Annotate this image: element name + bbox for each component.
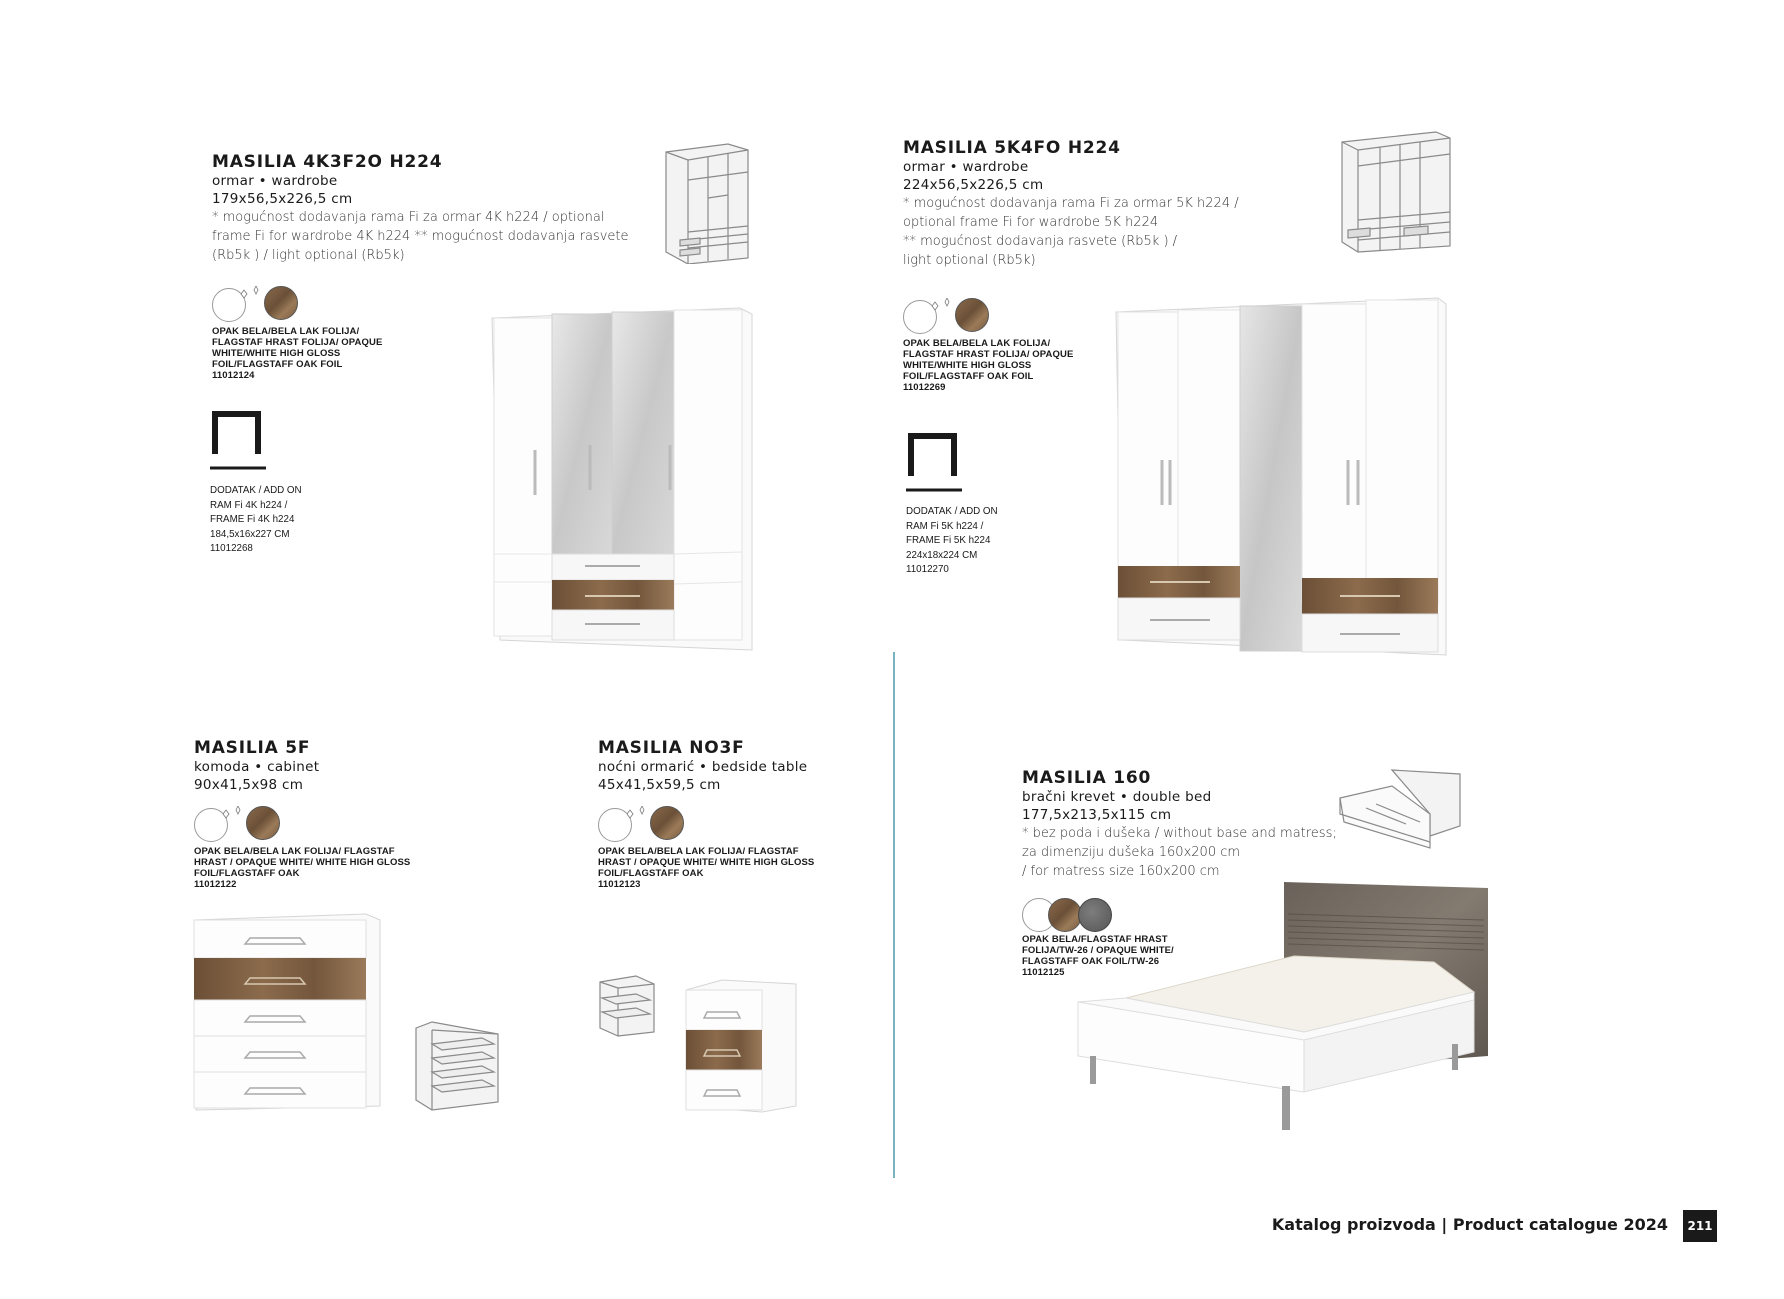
product-note-line: * bez poda i dušeka / without base and matress;	[1022, 826, 1337, 841]
addon-line: RAM Fi 5K h224 /	[906, 520, 984, 532]
finish-swatches	[194, 806, 284, 846]
bed-image	[1074, 880, 1494, 1136]
product-dimensions: 179x56,5x226,5 cm	[212, 191, 353, 207]
finish-swatches	[598, 806, 688, 846]
finish-label: OPAK BELA/BELA LAK FOLIJA/ FLAGSTAF HRAST FOLIJA/ OPAQUE WHITE/WHITE HIGH GLOSS FOIL/FLAGSTAFF OAK FOIL	[903, 338, 1074, 382]
column-divider	[893, 652, 895, 1178]
bedside-schematic	[596, 974, 660, 1038]
wardrobe-4k-image	[490, 300, 760, 655]
product-title: MASILIA 5K4FO H224	[903, 138, 1121, 158]
bed-schematic	[1336, 766, 1462, 850]
product-type: bračni krevet • double bed	[1022, 789, 1212, 805]
addon-line: DODATAK / ADD ON	[210, 485, 302, 496]
product-bed	[1022, 768, 1342, 881]
product-code: 11012125	[1022, 967, 1065, 978]
product-dimensions: 45x41,5x59,5 cm	[598, 777, 721, 793]
product-code: 11012124	[212, 370, 255, 381]
product-title: MASILIA 5F	[194, 738, 311, 758]
frame-addon-icon	[210, 406, 266, 472]
product-bedside	[598, 738, 898, 794]
sparkle-icon	[194, 806, 254, 844]
finish-label: OPAK BELA/BELA LAK FOLIJA/ FLAGSTAF HRAST / OPAQUE WHITE/ WHITE HIGH GLOSS FOIL/FLAGSTAFF OAK	[194, 846, 411, 879]
bedside-image	[682, 976, 802, 1114]
product-title: MASILIA 4K3F2O H224	[212, 152, 443, 172]
product-note-line: / for matress size 160x200 cm	[1022, 864, 1220, 879]
product-code: 11012269	[903, 382, 946, 393]
addon-line: 11012270	[906, 564, 949, 575]
page-number: 211	[1683, 1210, 1717, 1242]
finish-label: OPAK BELA/FLAGSTAF HRAST FOLIJA/TW-26 / OPAQUE WHITE/ FLAGSTAFF OAK FOIL/TW-26	[1022, 934, 1174, 967]
product-dimensions: 177,5x213,5x115 cm	[1022, 807, 1172, 823]
addon-line: RAM Fi 4K h224 /	[210, 499, 288, 511]
product-title: MASILIA NO3F	[598, 738, 745, 758]
cabinet-schematic	[412, 1020, 500, 1112]
product-type: komoda • cabinet	[194, 759, 320, 775]
addon-info	[210, 484, 350, 557]
product-note-line: * mogućnost dodavanja rama Fi za ormar 5K h224 /	[903, 196, 1239, 211]
product-type: noćni ormarić • bedside table	[598, 759, 808, 775]
product-title: MASILIA 160	[1022, 768, 1152, 788]
sparkle-icon	[598, 806, 658, 844]
product-wardrobe-5k	[903, 138, 1283, 270]
product-note: * mogućnost dodavanja rama Fi za ormar 4K h224 / optional frame Fi for wardrobe 4K h224 ** mogućnost dodavanja rasvete (Rb5k ) / light optional (Rb5k)	[212, 210, 629, 263]
product-code: 11012123	[598, 879, 641, 890]
product-note-line: ** mogućnost dodavanja rasvete (Rb5k ) /	[903, 234, 1178, 249]
sparkle-icon	[903, 298, 963, 336]
product-dimensions: 224x56,5x226,5 cm	[903, 177, 1044, 193]
wardrobe-5k-schematic	[1338, 128, 1458, 254]
product-code: 11012122	[194, 879, 237, 890]
product-note-line: light optional (Rb5k)	[903, 253, 1036, 268]
addon-line: 11012268	[210, 543, 253, 554]
addon-line: DODATAK / ADD ON	[906, 506, 998, 517]
sparkle-icon	[212, 286, 272, 324]
frame-addon-icon	[906, 428, 962, 494]
finish-swatches	[212, 286, 302, 326]
catalogue-footer: Katalog proizvoda | Product catalogue 2024	[1271, 1215, 1668, 1234]
addon-line: FRAME Fi 4K h224	[210, 514, 295, 525]
finish-label: OPAK BELA/BELA LAK FOLIJA/ FLAGSTAF HRAST FOLIJA/ OPAQUE WHITE/WHITE HIGH GLOSS FOIL/FLAGSTAFF OAK FOIL	[212, 326, 383, 370]
finish-label: OPAK BELA/BELA LAK FOLIJA/ FLAGSTAF HRAST / OPAQUE WHITE/ WHITE HIGH GLOSS FOIL/FLAGSTAFF OAK	[598, 846, 815, 879]
product-wardrobe-4k	[212, 152, 632, 265]
product-type: ormar • wardrobe	[212, 173, 338, 189]
wardrobe-4k-schematic	[660, 140, 756, 264]
addon-line: 184,5x16x227 CM	[210, 528, 290, 540]
product-cabinet	[194, 738, 494, 794]
finish-swatches	[903, 298, 993, 338]
cabinet-image	[190, 910, 390, 1115]
product-type: ormar • wardrobe	[903, 159, 1029, 175]
product-note-line: optional frame Fi for wardrobe 5K h224	[903, 215, 1159, 230]
addon-info	[906, 505, 1046, 578]
addon-line: 224x18x224 CM	[906, 549, 978, 561]
wardrobe-5k-image	[1110, 290, 1450, 660]
product-dimensions: 90x41,5x98 cm	[194, 777, 304, 793]
addon-line: FRAME Fi 5K h224	[906, 535, 991, 546]
product-note-line: za dimenziju dušeka 160x200 cm	[1022, 845, 1241, 860]
